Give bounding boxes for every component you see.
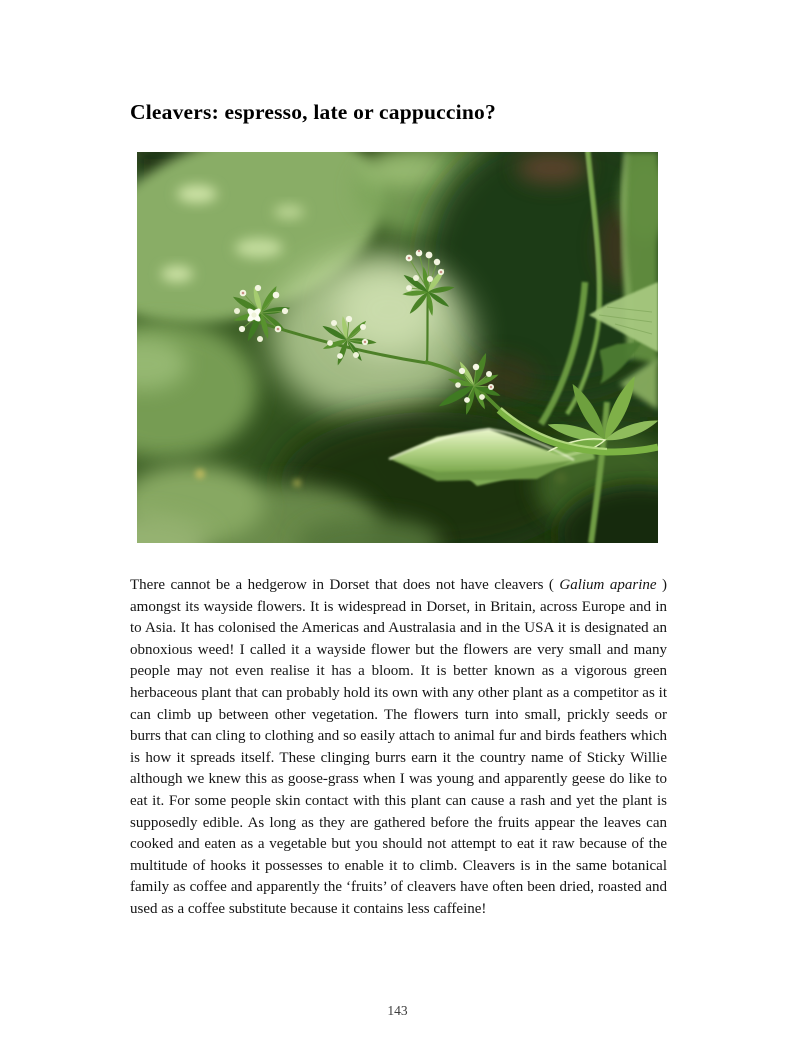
page-title: Cleavers: espresso, late or cappuccino? <box>130 100 496 124</box>
paragraph-text-start: There cannot be a hedgerow in Dorset that does not have cleavers ( <box>130 577 560 593</box>
page-number: 143 <box>387 1003 408 1018</box>
paragraph-text-continued: ) amongst its wayside flowers. It is widespread in Dorset, in Britain, across Europe and in to Asia. It has colonised the Americas and Australasia and in the USA it is designated an obnoxious weed! I called it a wayside flower but the flowers are very small and many people may not even realise it has a bloom. It is better known as a vigorous green herbaceous plant that can probably hold its own with any other plant as a competitor as it can climb up between other vegetation. The flowers turn into small, prickly seeds or burrs that can cling to clothing and so easily attach to animal fur and birds feathers which is how it spreads itself. These clinging burrs earn it the country name of Sticky Willie although we knew this as goose-grass when I was young and apparently geese do like to eat it. For some people skin contact with this plant can cause a rash and yet the plant is supposedly edible. As long as they are gathered before the fruits appear the leaves can cooked and eaten as a vegetable but you should not attempt to eat it raw because of the multitude of hooks it possesses to enable it to climb. Cleavers is in the same botanical family as coffee and apparently the ‘fruits’ of cleavers have often been dried, roasted and used as a coffee substitute because it contains less caffeine! <box>130 577 667 917</box>
cleavers-photo-image <box>137 152 658 543</box>
cleavers-photo <box>137 152 658 543</box>
blurred-foliage-background <box>137 152 658 543</box>
body-paragraph <box>130 575 667 921</box>
species-name-italic: Galium aparine <box>559 577 657 593</box>
